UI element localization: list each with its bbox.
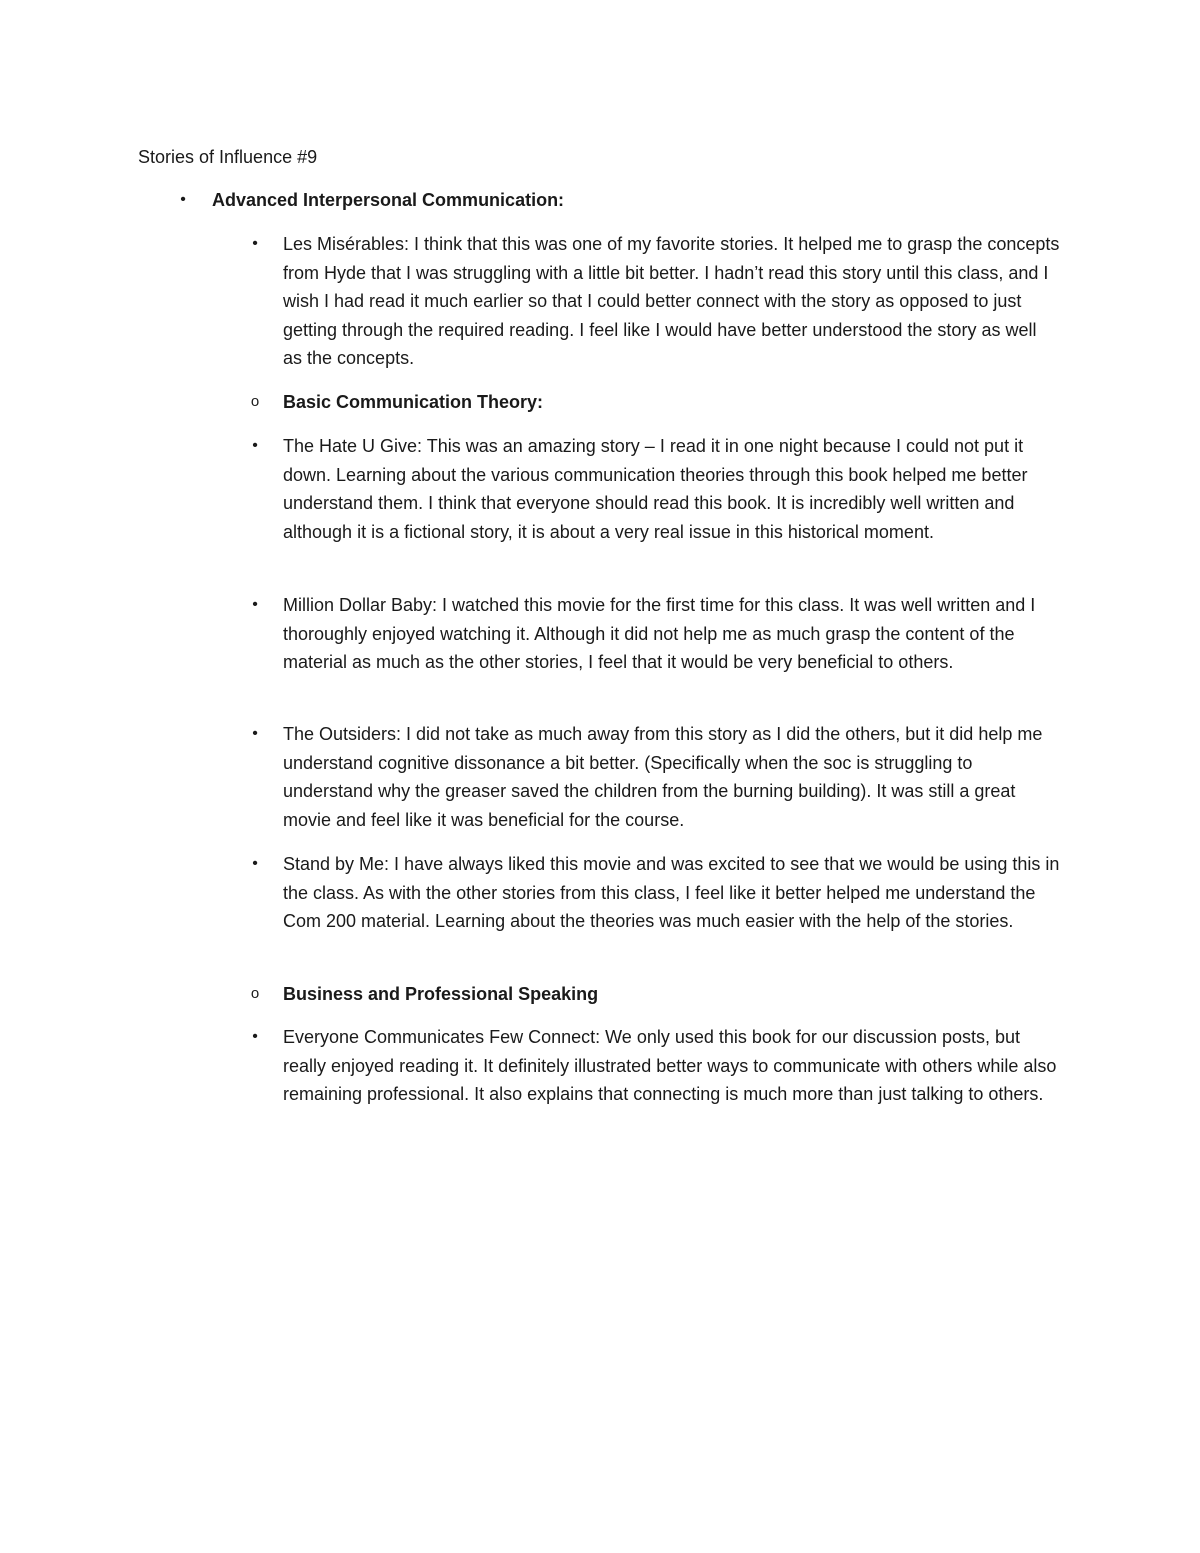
document-title: Stories of Influence #9 [138,147,318,167]
list-item-text: The Outsiders: I did not take as much away from this story as I did the others, but it did help me understand cognitive dissonance a bit better. (Specifically when the soc is struggling to understand why the greaser saved the children from the burning building). It was still a great movie and feel like it was beneficial for the course. [283,724,1043,830]
section-heading-text: Business and Professional Speaking [283,984,599,1004]
list-item-million-dollar-baby [240,591,1060,677]
list-item-les-miserables [240,230,1060,373]
list-item-text: Million Dollar Baby: I watched this movie for the first time for this class. It was well written and I thoroughly enjoyed watching it. Although it did not help me as much grasp the content of the material as much as the other stories, I feel that it would be very beneficial to others. [283,595,1036,673]
list-item-the-outsiders [240,720,1060,834]
bullet-disc-icon: • [252,855,258,872]
bullet-circle-icon: o [250,985,260,1002]
list-item-stand-by-me [240,850,1060,936]
section-heading-text: Basic Communication Theory: [283,392,544,412]
section-heading-basic-communication-theory [240,388,1060,417]
section-heading-text: Advanced Interpersonal Communication: [212,190,565,210]
section-heading-advanced-interpersonal [168,186,1068,215]
list-item-text: The Hate U Give: This was an amazing story – I read it in one night because I could not put it down. Learning about the various communication theories through this book helped me better understand them. I think that everyone should read this book. It is incredibly well written and although it is a fictional story, it is about a very real issue in this historical moment. [283,436,1028,542]
bullet-circle-icon: o [250,393,260,410]
list-item-the-hate-u-give [240,432,1060,546]
list-item-text: Everyone Communicates Few Connect: We only used this book for our discussion posts, but really enjoyed reading it. It definitely illustrated better ways to communicate with others while also remaining professional. It also explains that connecting is much more than just talking to others. [283,1027,1057,1105]
bullet-disc-icon: • [252,235,258,252]
list-item-text: Les Misérables: I think that this was one of my favorite stories. It helped me to grasp the concepts from Hyde that I was struggling with a little bit better. I hadn’t read this story until this class, and I wish I had read it much earlier so that I could better connect with the story as opposed to just getting through the required reading. I feel like I would have better understood the story as well as the concepts. [283,234,1060,369]
bullet-disc-icon: • [180,191,186,208]
bullet-disc-icon: • [252,725,258,742]
bullet-disc-icon: • [252,1028,258,1045]
section-heading-business-professional-speaking [240,980,1060,1009]
list-item-text: Stand by Me: I have always liked this movie and was excited to see that we would be using this in the class. As with the other stories from this class, I feel like it better helped me understand the Com 200 material. Learning about the theories was much easier with the help of the stories. [283,854,1060,932]
bullet-disc-icon: • [252,596,258,613]
bullet-disc-icon: • [252,437,258,454]
list-item-everyone-communicates [240,1023,1060,1109]
